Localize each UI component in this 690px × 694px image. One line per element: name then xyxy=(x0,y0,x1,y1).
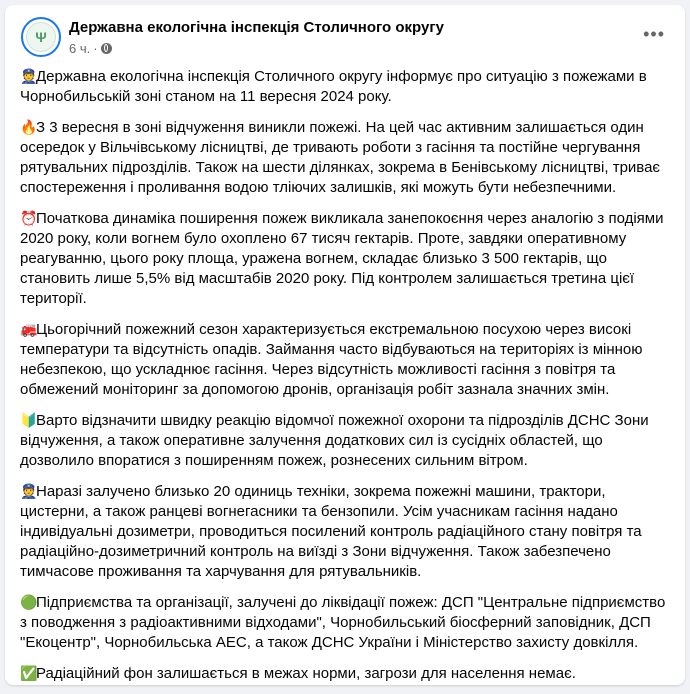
paragraph-text: З 3 вересня в зоні відчуження виникли пожежі. На цей час активним залишається один осередок у Вільчівському лісництві, де тривають роботи з гасіння та постійне чергування рятувальних підрозділів. Також на шести ділянках, зокрема в Бенівському лісництві, триває спостереження і проливання водою тліючих залишків, які можуть бути небезпечними. xyxy=(20,119,661,196)
emoji-icon: 🔰 xyxy=(20,412,38,428)
paragraph-text: Початкова динаміка поширення пожеж викликала занепокоєння через аналогію з подіями 2020 року, коли вогнем було охоплено 67 тисяч гектарів. Проте, завдяки оперативному реагуванню, цього року площа, уражена вогнем, складає близько 3 500 гектарів, що становить лише 5,5% від масштабів 2020 року. Під контролем залишається третина цієї території. xyxy=(20,210,664,307)
post-paragraph xyxy=(20,592,675,653)
paragraph-text: Державна екологічна інспекція Столичного округу інформує про ситуацію з пожежами в Чорнобильській зоні станом на 11 вересня 2024 року. xyxy=(20,68,647,105)
emoji-icon: 🔥 xyxy=(20,119,38,135)
post-card xyxy=(5,5,685,685)
emoji-icon: 🚒 xyxy=(20,321,38,337)
globe-icon xyxy=(101,43,112,54)
post-header xyxy=(21,17,669,61)
post-paragraph xyxy=(20,117,675,198)
avatar[interactable] xyxy=(21,17,61,57)
emoji-icon: 👮 xyxy=(20,68,38,84)
post-paragraph xyxy=(20,481,675,582)
post-time[interactable]: 6 ч. xyxy=(69,41,91,56)
paragraph-text: Наразі залучено близько 20 одиниць техніки, зокрема пожежні машини, трактори, цистерни, а також ранцеві вогнегасники та бензопили. Усім учасникам гасіння надано індивідуальні дозиметри, проводиться посилений контроль радіаційного стану повітря та радіаційно-дозиметричний контроль на виїзді з Зони відчуження. Також забезпечено тимчасове проживання та харчування для рятувальників. xyxy=(20,483,642,580)
post-paragraph xyxy=(20,66,675,107)
author-name[interactable]: Державна екологічна інспекція Столичного округу xyxy=(69,19,444,36)
emoji-icon: 🟢 xyxy=(20,594,38,610)
post-paragraph xyxy=(20,410,675,471)
emoji-icon: ✅ xyxy=(20,665,38,681)
emoji-icon: ⏰ xyxy=(20,210,38,226)
paragraph-text: Варто відзначити швидку реакцію відомчої пожежної охорони та підрозділів ДСНС Зони відчуження, а також оперативне залучення додаткових сил із сусідніх областей, що дозволило впоратися з поширенням пожеж, рознесених сильним вітром. xyxy=(20,412,649,469)
meta-separator: · xyxy=(93,41,98,56)
trident-logo-icon: Ψ xyxy=(26,22,56,52)
post-meta xyxy=(69,41,112,56)
post-body xyxy=(20,66,675,694)
post-paragraph xyxy=(20,319,675,400)
paragraph-text: Цьогорічний пожежний сезон характеризується екстремальною посухою через високі температури та відсутність опадів. Займання часто відбуваються на територіях із мінною небезпекою, що ускладнює гасіння. Через відсутність можливості гасіння з повітря та обмежений моніторинг за допомогою дронів, організація робіт зазнала значних змін. xyxy=(20,321,643,398)
post-paragraph xyxy=(20,208,675,309)
emoji-icon: 👮 xyxy=(20,483,38,499)
post-paragraph xyxy=(20,663,675,684)
paragraph-text: Радіаційний фон залишається в межах норми, загрози для населення немає. xyxy=(36,665,576,682)
paragraph-text: Підприємства та організації, залучені до ліквідації пожеж: ДСП "Центральне підприємство з поводження з радіоактивними відходами", Чорнобильський біосферний заповідник, ДСП "Екоцентр", Чорнобильська АЕС, а також ДСНС України і Міністерство захисту довкілля. xyxy=(20,594,666,651)
more-options-button[interactable]: ••• xyxy=(643,24,665,44)
